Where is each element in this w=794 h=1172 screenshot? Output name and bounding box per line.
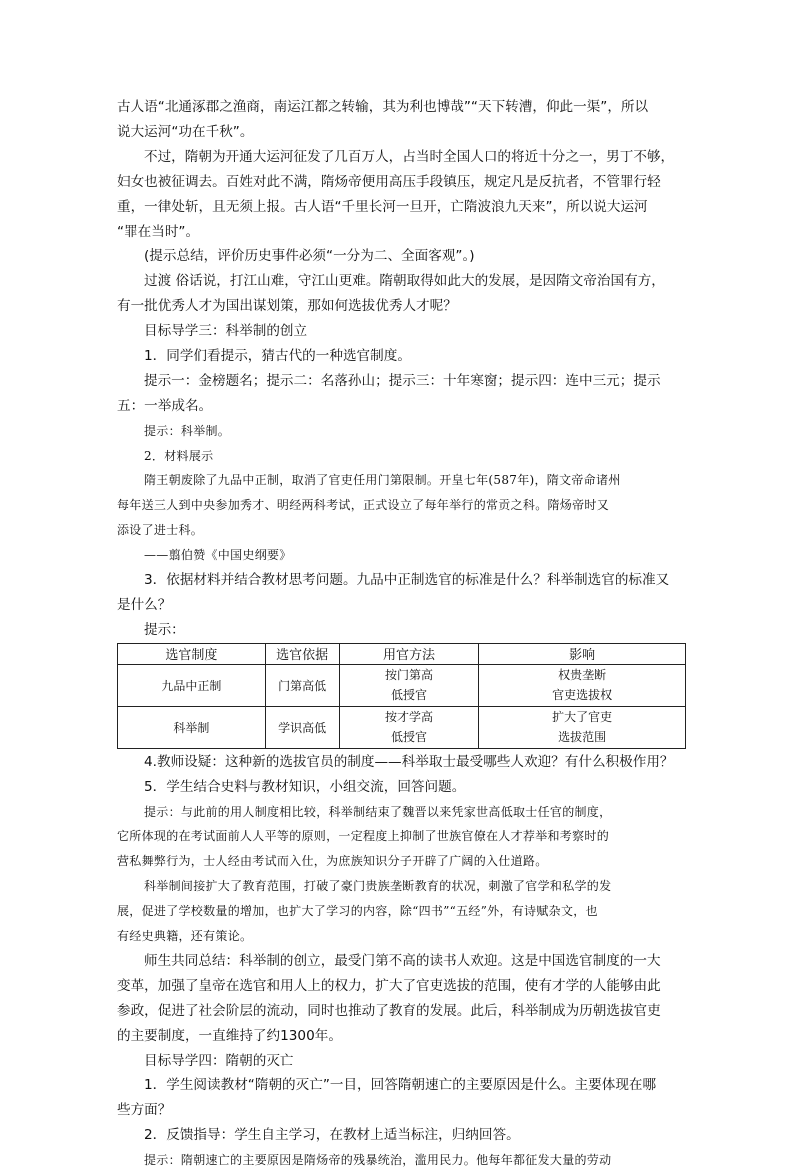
table-header: 选官依据 [265, 643, 339, 664]
paragraph-line: 古人语“北通涿郡之渔商，南运江都之转输，其为利也博哉”“天下转漕，仰此一渠”，所以 [117, 99, 649, 115]
table-cell-line: 权贵垄断 [558, 668, 607, 683]
section-heading-3: 目标导学三：科举制的创立 [144, 323, 308, 339]
table-cell: 科举制 [118, 706, 266, 748]
hint-paragraph: 提示：隋朝速亡的主要原因是隋炀帝的残暴统治，滥用民力。他每年都征发大量的劳动 [144, 1153, 612, 1167]
step-2: 2．反馈指导：学生自主学习，在教材上适当标注，归纳回答。 [144, 1127, 520, 1143]
table-cell-line: 扩大了官吏 [552, 710, 613, 725]
selection-system-table [117, 643, 686, 749]
step-4: 4.教师设疑：这种新的选拔官员的制度——科举取士最受哪些人欢迎？有什么积极作用？ [144, 754, 674, 770]
material-line: 隋王朝废除了九品中正制，取消了官吏任用门第限制。开皇七年(587年)，隋文帝命诸州 [144, 473, 621, 487]
hint-paragraph: 提示：与此前的用人制度相比较，科举制结束了魏晋以来凭家世高低取士任官的制度， [144, 805, 612, 819]
material-line: 每年送三人到中央参加秀才、明经两科考试，正式设立了每年举行的常贡之科。隋炀帝时又 [117, 498, 610, 512]
table-cell [339, 664, 479, 706]
paragraph-line: 不过，隋朝为开通大运河征发了几百万人，占当时全国人口的将近十分之一，男丁不够， [144, 149, 675, 165]
table-cell: 学识高低 [265, 706, 339, 748]
summary-paragraph: 变革，加强了皇帝在选官和用人上的权力，扩大了官吏选拔的范围，使有才学的人能够由此 [117, 978, 661, 994]
summary-note: (提示总结，评价历史事件必须“一分为二、全面客观”。) [144, 248, 475, 264]
table-header: 选官制度 [118, 643, 266, 664]
hint-paragraph: 它所体现的在考试面前人人平等的原则，一定程度上抑制了世族官僚在人才荐举和考察时的 [117, 829, 610, 843]
table-cell-line: 按门第高 [384, 668, 433, 683]
table-header: 影响 [479, 643, 686, 664]
table-cell-line: 低授官 [390, 688, 427, 703]
table-cell-line: 低授官 [390, 730, 427, 745]
table-row [118, 664, 686, 706]
hint-answer: 提示：科举制。 [144, 424, 231, 438]
section-heading-4: 目标导学四：隋朝的灭亡 [144, 1053, 294, 1069]
hints-line: 提示一：金榜题名；提示二：名落孙山；提示三：十年寒窗；提示四：连中三元；提示 [144, 373, 661, 389]
step-1: 1．同学们看提示，猜古代的一种选官制度。 [144, 348, 411, 364]
material-line: 添设了进士科。 [117, 523, 204, 537]
table-cell-line: 选拔范围 [558, 730, 607, 745]
table-cell-line: 按才学高 [384, 710, 433, 725]
hint-paragraph: 营私舞弊行为，士人经由考试而入仕，为庶族知识分子开辟了广阔的入仕道路。 [117, 854, 548, 868]
hint-paragraph: 科举制间接扩大了教育范围，打破了豪门贵族垄断教育的状况，刺激了官学和私学的发 [144, 879, 612, 893]
paragraph-line: 说大运河“功在千秋”。 [117, 124, 254, 140]
paragraph-line: 重，一律处斩，且无须上报。古人语“千里长河一旦开，亡隋波浪九天来”，所以说大运河 [117, 199, 648, 215]
material-source: ——翦伯赞《中国史纲要》 [144, 548, 292, 562]
hint-paragraph: 展，促进了学校数量的增加，也扩大了学习的内容，除“四书”“五经”外，有诗赋杂文，也 [117, 904, 598, 918]
hints-line: 五：一举成名。 [117, 398, 213, 414]
step-1: 1．学生阅读教材“隋朝的灭亡”一目，回答隋朝速亡的主要原因是什么。主要体现在哪 [144, 1077, 657, 1093]
table-cell: 门第高低 [265, 664, 339, 706]
table-cell [479, 664, 686, 706]
paragraph-line: 些方面？ [117, 1102, 172, 1118]
summary-paragraph: 的主要制度，一直维持了约1300年。 [117, 1028, 342, 1044]
step-3: 3．依据材料并结合教材思考问题。九品中正制选官的标准是什么？科举制选官的标准又 [144, 572, 670, 588]
summary-paragraph: 师生共同总结：科举制的创立，最受门第不高的读书人欢迎。这是中国选官制度的一大 [144, 953, 661, 969]
paragraph-line: 妇女也被征调去。百姓对此不满，隋炀帝便用高压手段镇压，规定凡是反抗者，不管罪行轻 [117, 174, 661, 190]
step-2: 2．材料展示 [144, 449, 214, 463]
step-5: 5．学生结合史料与教材知识，小组交流，回答问题。 [144, 779, 466, 795]
table-header: 用官方法 [339, 643, 479, 664]
hint-paragraph: 有经史典籍，还有策论。 [117, 929, 253, 943]
table-header-row [118, 643, 686, 664]
paragraph-line: 有一批优秀人才为国出谋划策，那如何选拔优秀人才呢？ [117, 298, 457, 314]
transition-line: 过渡 俗话说，打江山难，守江山更难。隋朝取得如此大的发展，是因隋文帝治国有方， [144, 273, 665, 289]
table-cell [339, 706, 479, 748]
table-cell: 九品中正制 [118, 664, 266, 706]
table-row [118, 706, 686, 748]
paragraph-line: 是什么？ [117, 597, 172, 613]
paragraph-line: “罪在当时”。 [117, 224, 200, 240]
table-cell [479, 706, 686, 748]
hint-label: 提示： [144, 622, 185, 638]
table-cell-line: 官吏选拔权 [552, 688, 613, 703]
summary-paragraph: 参政，促进了社会阶层的流动，同时也推动了教育的发展。此后，科举制成为历朝选拔官吏 [117, 1003, 661, 1019]
